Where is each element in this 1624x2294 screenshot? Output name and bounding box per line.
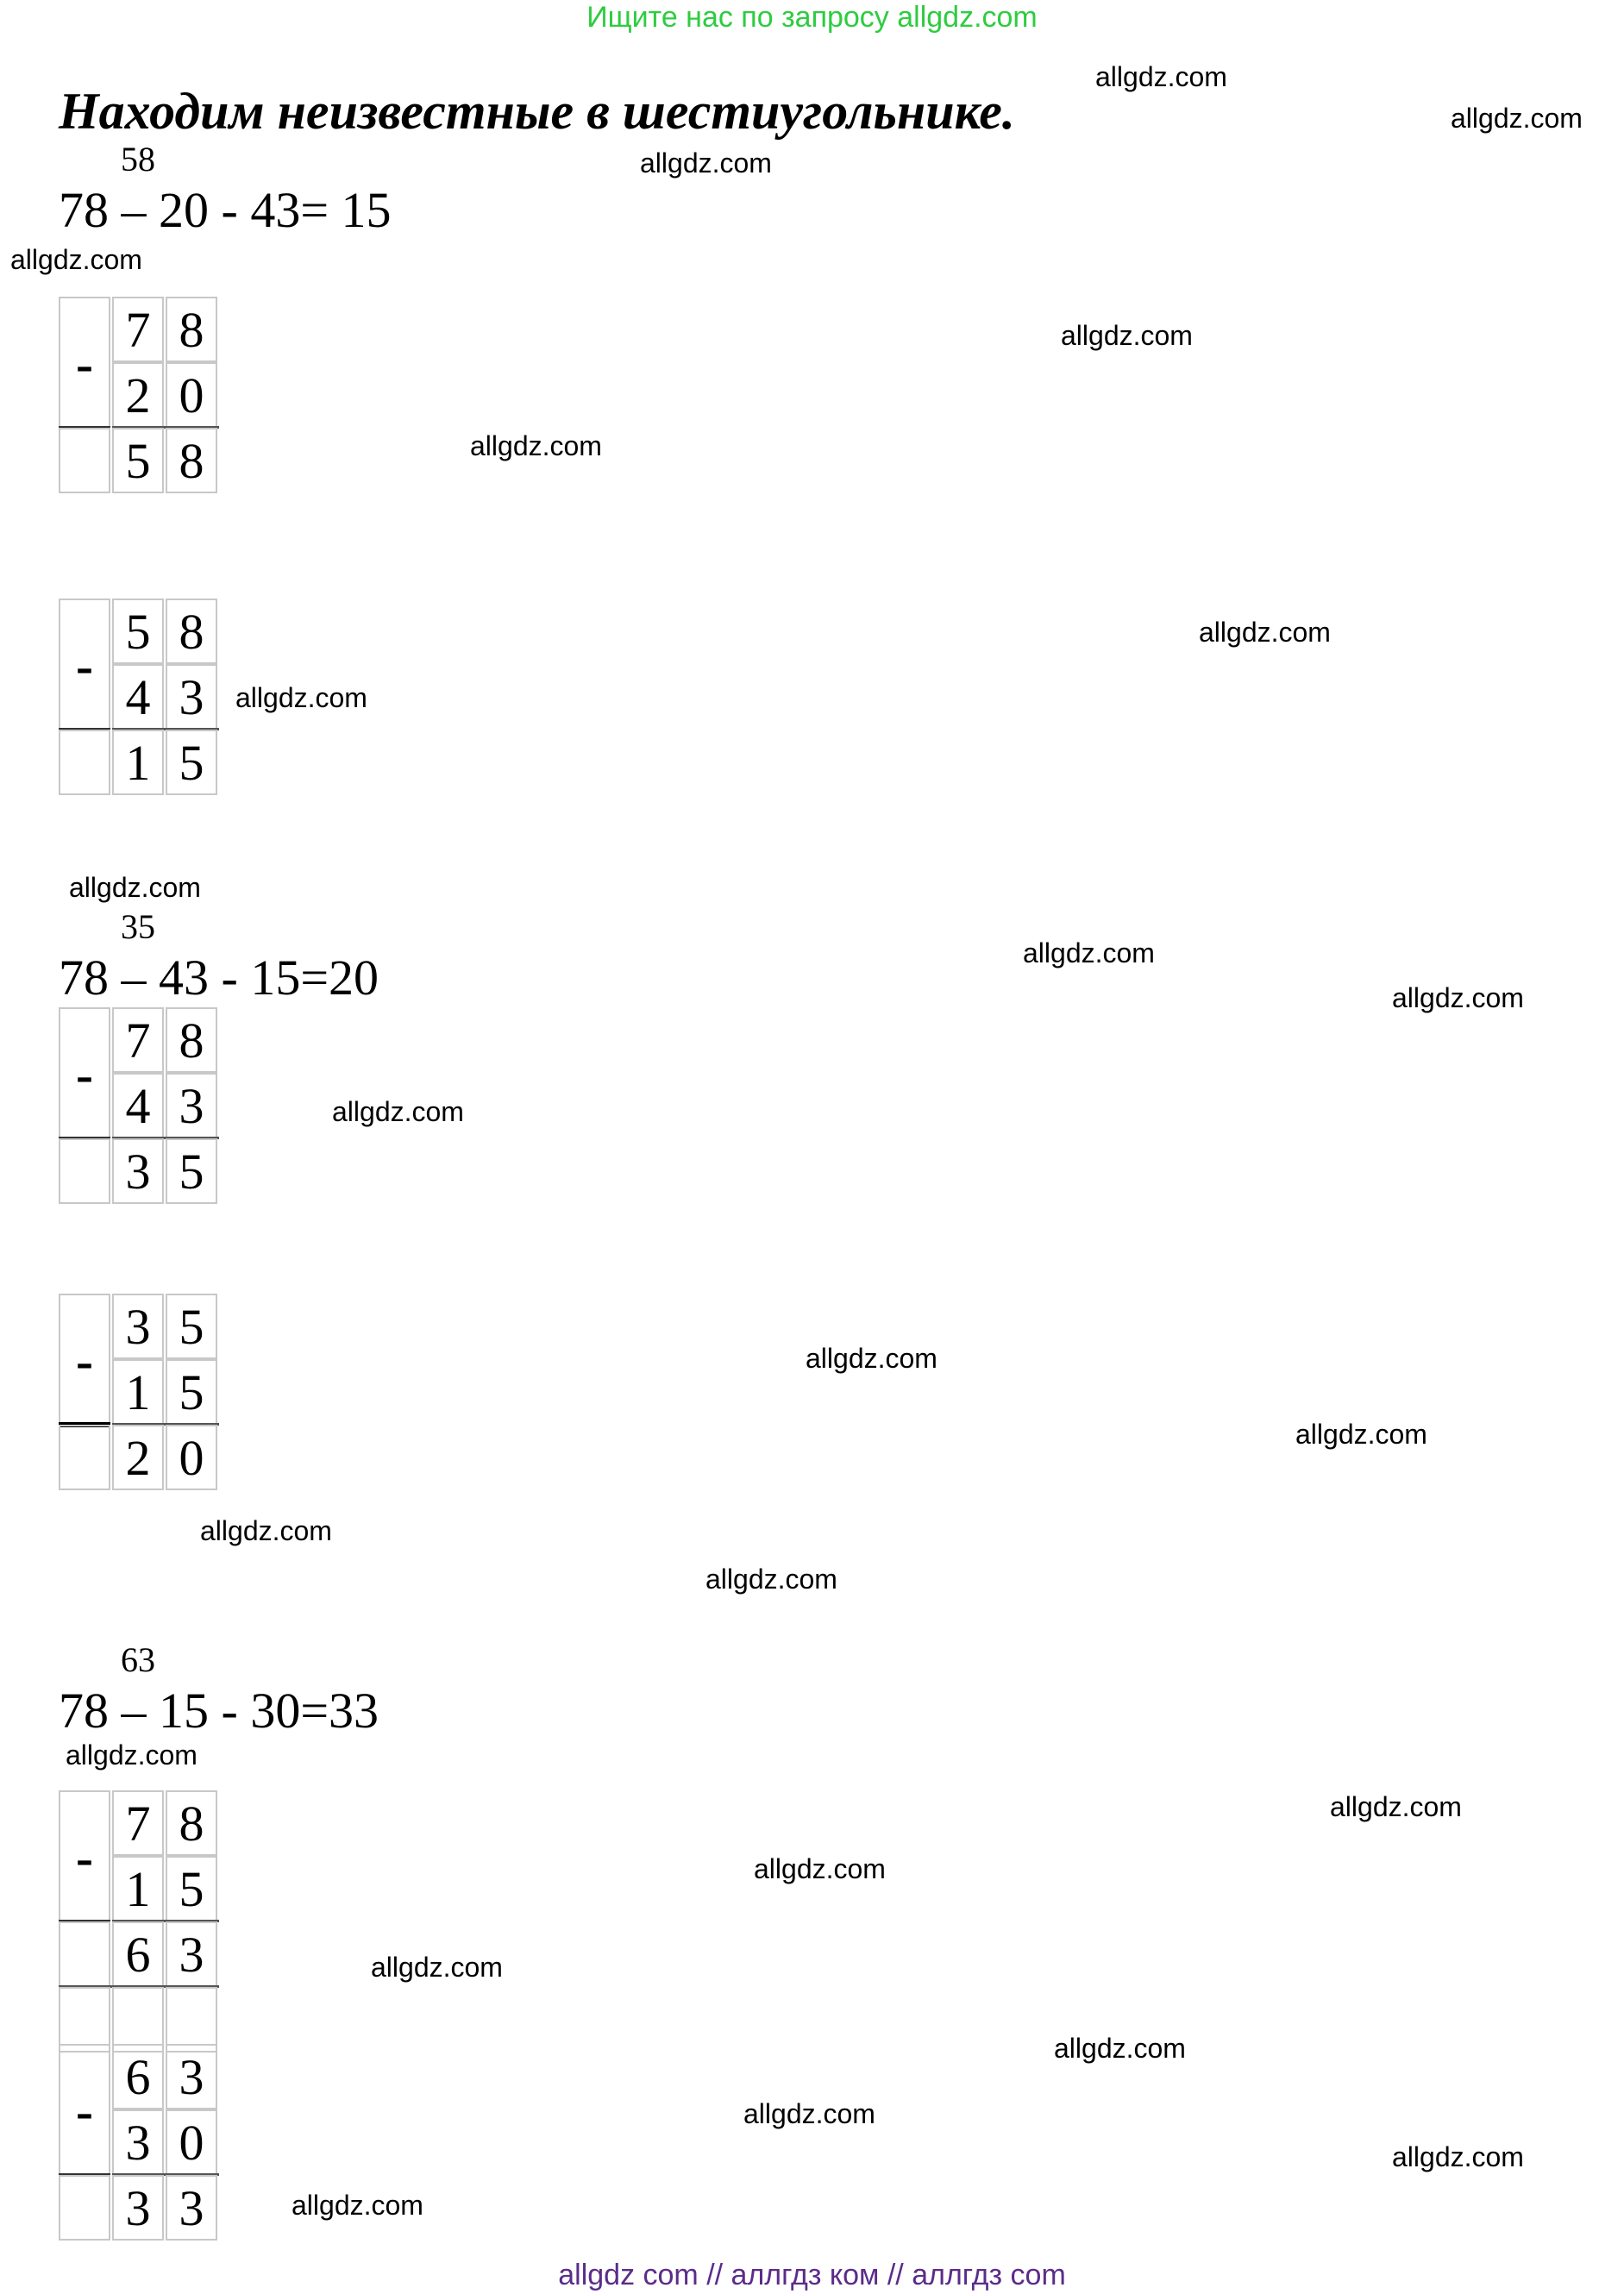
- watermark: allgdz.com: [292, 2190, 423, 2221]
- equation: 78 – 15 - 30=33: [59, 1683, 379, 1739]
- result-blank: [59, 2175, 110, 2241]
- digit: 3: [112, 2175, 164, 2241]
- intermediate-result: 63: [121, 1640, 155, 1679]
- digit: 3: [112, 1138, 164, 1204]
- digit: 3: [166, 1073, 217, 1138]
- digit: 1: [112, 730, 164, 795]
- footer-links[interactable]: allgdz com // аллгдз ком // аллгдз com: [558, 2259, 1066, 2291]
- digit: 1: [112, 1359, 164, 1425]
- digit: 6: [112, 2044, 164, 2109]
- watermark: allgdz.com: [470, 430, 602, 461]
- subtraction-column: [59, 297, 219, 493]
- digit: 3: [166, 2044, 217, 2109]
- digit: 2: [112, 1425, 164, 1490]
- result-blank: [59, 1138, 110, 1204]
- digit: 5: [166, 1856, 217, 1921]
- digit: 4: [112, 664, 164, 730]
- digit: 7: [112, 297, 164, 362]
- minus-sign: -: [59, 2077, 110, 2175]
- watermark: allgdz.com: [1392, 2141, 1524, 2172]
- watermark: allgdz.com: [705, 1564, 837, 1595]
- minus-sign: -: [59, 631, 110, 730]
- digit: 3: [112, 1294, 164, 1359]
- watermark: allgdz.com: [10, 244, 142, 275]
- watermark: allgdz.com: [371, 1952, 503, 1983]
- digit: 7: [112, 1007, 164, 1073]
- watermark: allgdz.com: [1023, 937, 1155, 968]
- subtraction-column: [59, 1790, 219, 2053]
- digit: 5: [166, 1138, 217, 1204]
- intermediate-result: 35: [121, 907, 155, 946]
- subtraction-column: [59, 2044, 219, 2241]
- digit: 4: [112, 1073, 164, 1138]
- watermark: allgdz.com: [332, 1096, 464, 1127]
- minus-sign: -: [59, 1326, 110, 1425]
- subtraction-column: [59, 1294, 219, 1490]
- watermark: allgdz.com: [1054, 2033, 1186, 2064]
- equation: 78 – 43 - 15=20: [59, 950, 379, 1006]
- subtraction-column: [59, 599, 219, 795]
- result-blank: [59, 1921, 110, 1987]
- digit: 3: [166, 2175, 217, 2241]
- digit: 0: [166, 1425, 217, 1490]
- minus-sign: -: [59, 329, 110, 428]
- digit: 1: [112, 1856, 164, 1921]
- watermark: allgdz.com: [1295, 1419, 1427, 1450]
- digit: 0: [166, 362, 217, 428]
- digit: 0: [166, 2109, 217, 2175]
- digit: 7: [112, 1790, 164, 1856]
- watermark: allgdz.com: [1330, 1791, 1462, 1822]
- digit: 3: [166, 1921, 217, 1987]
- digit: 5: [166, 1359, 217, 1425]
- digit: 8: [166, 1790, 217, 1856]
- watermark: allgdz.com: [1095, 61, 1227, 92]
- digit: 3: [166, 664, 217, 730]
- search-hint[interactable]: Ищите нас по запросу allgdz.com: [586, 1, 1038, 34]
- digit: 5: [166, 730, 217, 795]
- watermark: allgdz.com: [806, 1343, 937, 1374]
- digit: 2: [112, 362, 164, 428]
- digit: 5: [112, 599, 164, 664]
- digit: 8: [166, 297, 217, 362]
- result-blank: [59, 428, 110, 493]
- watermark: allgdz.com: [1199, 617, 1331, 648]
- watermark: allgdz.com: [235, 682, 367, 713]
- watermark: allgdz.com: [69, 872, 201, 903]
- empty-cell: [59, 1987, 110, 2053]
- watermark: allgdz.com: [1451, 103, 1583, 134]
- digit: 5: [112, 428, 164, 493]
- empty-cell: [112, 1987, 164, 2053]
- watermark: allgdz.com: [754, 1853, 886, 1884]
- subtraction-column: [59, 1007, 219, 1204]
- minus-sign: -: [59, 1040, 110, 1138]
- digit: 6: [112, 1921, 164, 1987]
- watermark: allgdz.com: [743, 2098, 875, 2129]
- page-title: Находим неизвестные в шестиугольнике.: [59, 83, 1015, 140]
- equation: 78 – 20 - 43= 15: [59, 182, 392, 238]
- digit: 8: [166, 428, 217, 493]
- watermark: allgdz.com: [1061, 320, 1193, 351]
- watermark: allgdz.com: [66, 1739, 198, 1771]
- digit: 5: [166, 1294, 217, 1359]
- minus-sign: -: [59, 1823, 110, 1921]
- watermark: allgdz.com: [1392, 982, 1524, 1013]
- intermediate-result: 58: [121, 140, 155, 179]
- watermark: allgdz.com: [200, 1515, 332, 1546]
- watermark: allgdz.com: [640, 147, 772, 179]
- empty-cell: [166, 1987, 217, 2053]
- result-blank: [59, 1425, 110, 1490]
- digit: 8: [166, 599, 217, 664]
- digit: 3: [112, 2109, 164, 2175]
- digit: 8: [166, 1007, 217, 1073]
- result-blank: [59, 730, 110, 795]
